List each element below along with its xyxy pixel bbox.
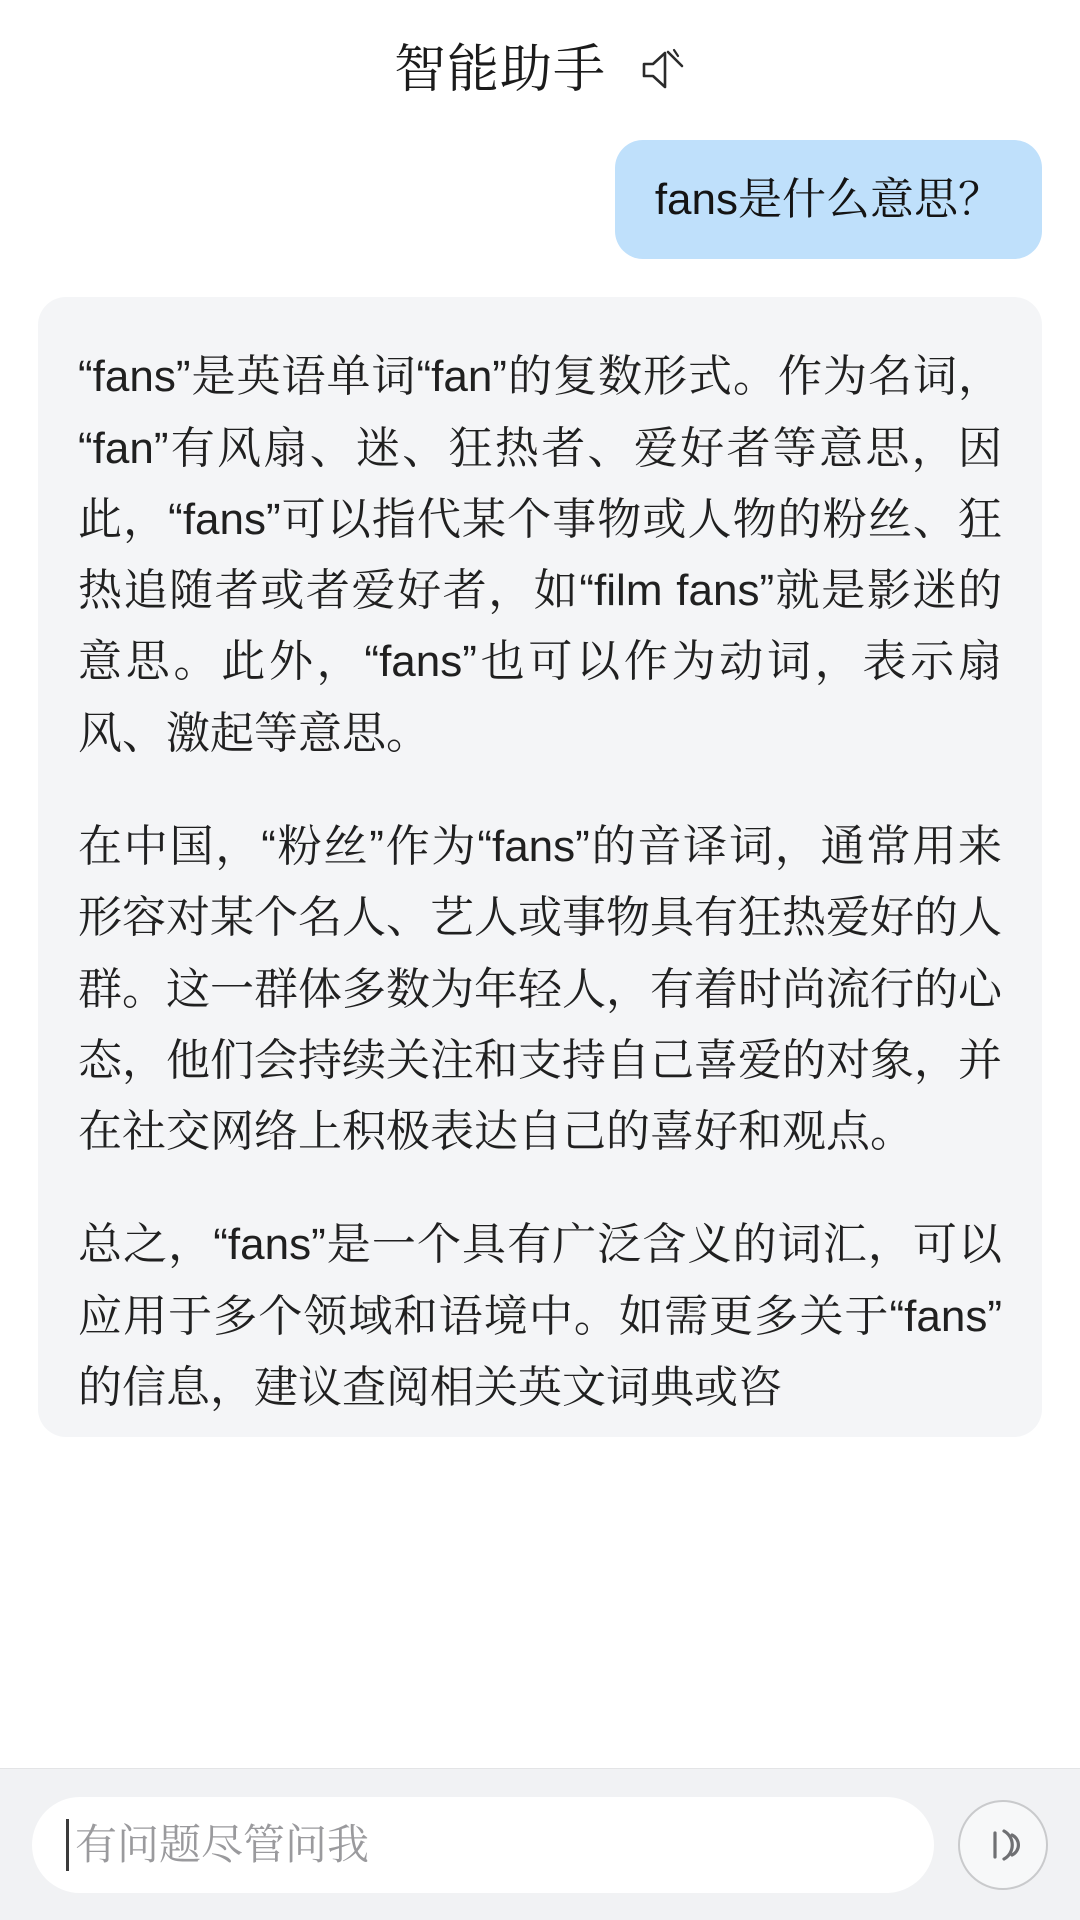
page-title: 智能助手: [393, 41, 606, 99]
message-input-placeholder: 有问题尽管问我: [75, 1820, 370, 1868]
assistant-message-bubble[interactable]: [38, 297, 1042, 1437]
message-input-bar: [0, 1768, 1080, 1920]
assistant-paragraph: 总之，“fans”是一个具有广泛含义的词汇，可以应用于多个领域和语境中。如需更多关于“fans”的信息，建议查阅相关英文词典或咨: [78, 1220, 1002, 1412]
message-input-field[interactable]: [32, 1797, 934, 1893]
assistant-paragraph: “fans”是英语单词“fan”的复数形式。作为名词，“fan”有风扇、迷、狂热者、爱好者等意思，因此，“fans”可以指代某个事物或人物的粉丝、狂热追随者或者爱好者，如“film fans”就是影迷的意思。此外，“fans”也可以作为动词，表示扇风、激起等意思。: [78, 352, 1002, 758]
app-header: [0, 0, 1080, 140]
user-message-bubble[interactable]: fans是什么意思？: [615, 140, 1042, 259]
conversation-list[interactable]: [0, 140, 1080, 1768]
muted-speaker-icon[interactable]: [634, 44, 686, 96]
text-cursor: [66, 1819, 69, 1871]
message-row-assistant: [38, 297, 1042, 1437]
voice-wave-icon: [978, 1820, 1028, 1870]
message-row-user: [38, 140, 1042, 259]
assistant-paragraph: 在中国，“粉丝”作为“fans”的音译词，通常用来形容对某个名人、艺人或事物具有狂热爱好的人群。这一群体多数为年轻人，有着时尚流行的心态，他们会持续关注和支持自己喜爱的对象，并在社交网络上积极表达自己的喜好和观点。: [78, 821, 1002, 1157]
voice-input-button[interactable]: [958, 1800, 1048, 1890]
